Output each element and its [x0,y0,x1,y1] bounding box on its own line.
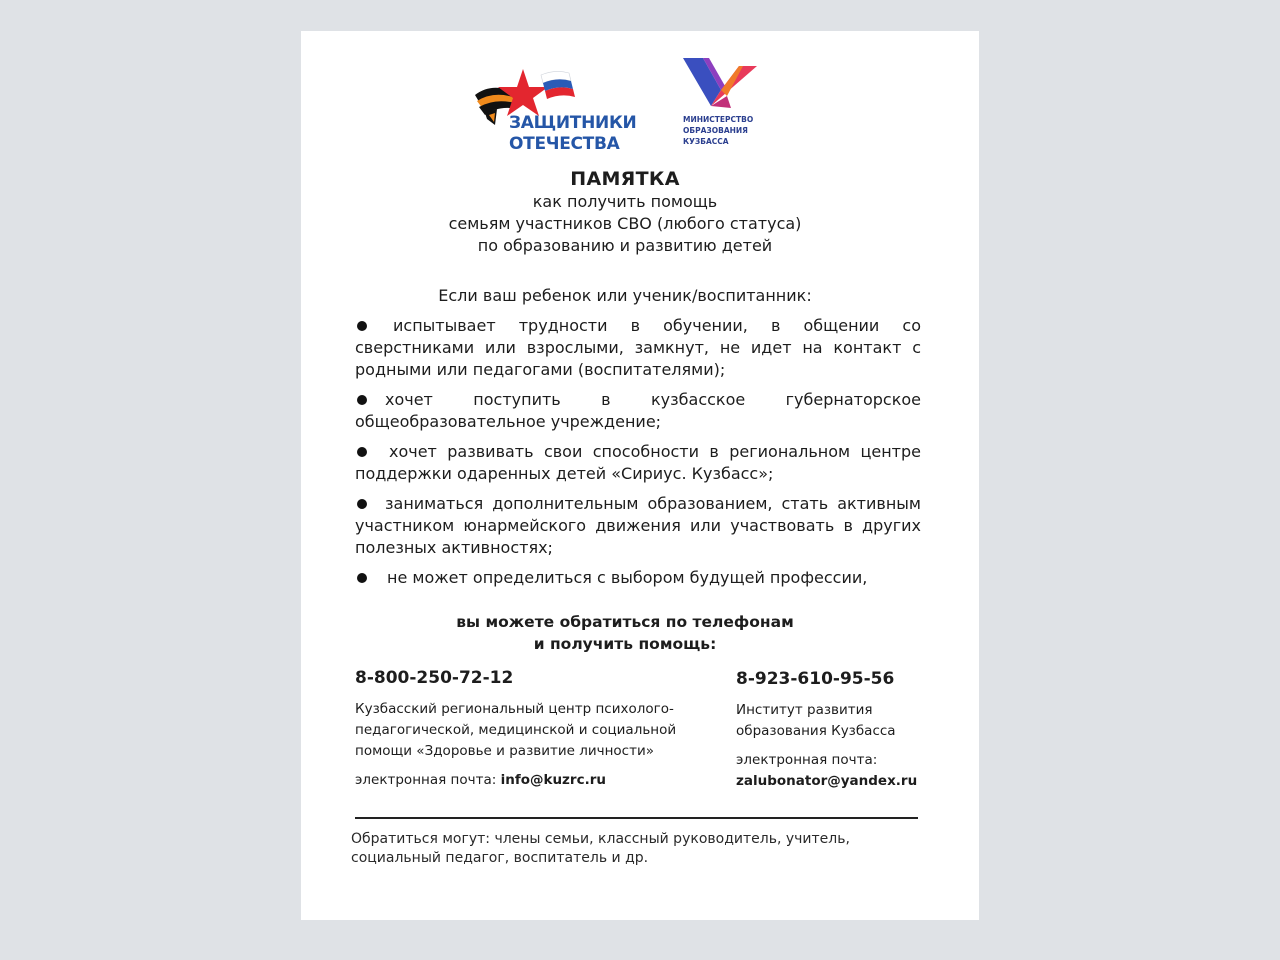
footer-note: Обратиться могут: члены семьи, классный руководитель, учитель, социальный педагог, воспитатель и др. [351,831,850,866]
title-block [301,167,949,257]
bullet-item [355,567,921,589]
organization-name: Кузбасский региональный центр психолого-педагогической, медицинской и социальной помощи «Здоровье и развитие личности» [355,701,677,759]
email-address[interactable]: info@kuzrc.ru [500,772,606,788]
leaflet-page [301,31,979,920]
caption-line: КУЗБАССА [683,137,729,146]
bullet-text: заниматься дополнительным образованием, стать активным участником юнармейского движения или участвовать в других полезных активностях; [355,494,921,557]
bullet-text: хочет развивать свои способности в региональном центре поддержки одаренных детей «Сириус. Кузбасс»; [355,442,921,483]
email-label: электронная почта: [736,752,878,768]
page-title: ПАМЯТКА [570,168,680,190]
bullet-text: не может определиться с выбором будущей профессии, [387,568,868,587]
bullet-text: хочет поступить в кузбасское губернаторское общеобразовательное учреждение; [355,390,921,431]
email-label: электронная почта: [355,772,497,788]
bullet-dot-icon [357,447,367,457]
caption-line: ОБРАЗОВАНИЯ [683,126,748,135]
wordmark-line: ЗАЩИТНИКИ [509,113,637,133]
organization-name: Институт развития образования Кузбасса [736,702,896,739]
bullet-item [355,389,921,433]
contact-card [736,668,956,792]
bullet-dot-icon [357,395,367,405]
bullet-item [355,315,921,381]
bullet-list [355,315,921,597]
defenders-logo [471,65,646,155]
phone-number[interactable]: 8-923-610-95-56 [736,669,895,689]
email-address[interactable]: zalubonator@yandex.ru [736,773,918,789]
subtitle-line: по образованию и развитию детей [477,236,773,255]
divider [355,817,918,819]
bullet-text: испытывает трудности в обучении, в общении со сверстниками или взрослыми, замкнут, не идет на контакт с родными или педагогами (воспитателями); [355,316,921,379]
ministry-emblem-icon [681,56,761,114]
ministry-caption [683,114,753,147]
email-line [355,770,715,791]
call-to-action [301,611,949,655]
bullet-dot-icon [357,321,367,331]
bullet-item [355,441,921,485]
caption-line: МИНИСТЕРСТВО [683,115,754,124]
contact-card [355,667,715,791]
ministry-logo [681,56,801,151]
phone-number[interactable]: 8-800-250-72-12 [355,668,514,688]
bullet-item [355,493,921,559]
bullet-dot-icon [357,573,367,583]
cta-line: вы можете обратиться по телефонам [456,613,794,631]
defenders-wordmark [509,113,636,155]
intro-text: Если ваш ребенок или ученик/воспитанник: [438,286,812,305]
wordmark-line: ОТЕЧЕСТВА [509,134,620,154]
bullet-dot-icon [357,499,367,509]
subtitle-line: семьям участников СВО (любого статуса) [448,214,802,233]
subtitle-line: как получить помощь [532,192,718,211]
cta-line: и получить помощь: [533,635,717,653]
